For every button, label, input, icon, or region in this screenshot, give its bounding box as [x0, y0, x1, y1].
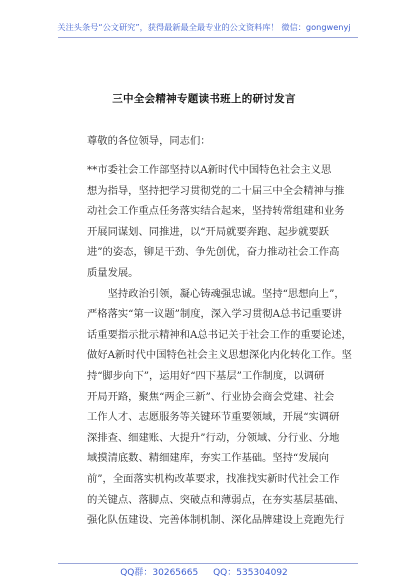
document-body [87, 160, 353, 531]
footer-contact [0, 565, 408, 578]
body-line: 想为指导，坚持把学习贯彻党的二十届三中全会精神与推 [87, 184, 345, 197]
body-line: 严格落实“第一议题”制度，深入学习贯彻A总书记重要讲 [87, 308, 342, 321]
page-header [0, 0, 408, 40]
document-salutation [87, 131, 353, 152]
footer-qq-number: QQ：535304092 [213, 568, 288, 578]
body-line: 域摸清底数、精细建库，夯实工作基础。坚持“发展向 [87, 452, 330, 465]
footer-qq-group: QQ群：30265665 [120, 568, 199, 578]
body-line: 话重要指示批示精神和A总书记关于社会工作的重要论述， [87, 328, 352, 341]
body-line: 开展同谋划、同推进，以“开局就要奔跑、起步就要跃 [87, 225, 330, 238]
footer-divider [58, 563, 358, 564]
body-line: 深排查、细建账、大提升”行动，分领域、分行业、分地 [87, 431, 340, 444]
body-line: 持“脚步向下”，运用好“四下基层”工作制度，以调研 [87, 369, 325, 382]
body-line: 工作人才、志愿服务等关键环节重要领域，开展“实调研 [87, 411, 340, 424]
body-line: 进”的姿态，铆足干劲、争先创优，奋力推动社会工作高 [87, 246, 340, 259]
body-line: **市委社会工作部坚持以A新时代中国特色社会主义思 [87, 164, 332, 176]
body-line: 做好A新时代中国特色社会主义思想深化内化转化工作。坚 [87, 349, 352, 362]
body-line: 强化队伍建设、完善体制机制、深化品牌建设上竞跑先行 [87, 514, 345, 527]
header-divider [58, 37, 358, 38]
body-line: 质量发展。 [87, 266, 139, 279]
body-line: 动社会工作重点任务落实结合起来，坚持转常组建和业务 [87, 205, 345, 218]
body-line: 前”，全面落实机构改革要求，找准找实新时代社会工作 [87, 472, 340, 485]
document-title: 三中全会精神专题读书班上的研讨发言 [112, 93, 296, 105]
page-footer [0, 560, 408, 580]
salutation-line: 尊敬的各位领导，同志们： [87, 135, 211, 147]
body-line: 开局开路，聚焦“两企三新”、行业协会商会党建、社会 [87, 390, 335, 403]
header-promo-text: 关注头条号“公文研究”，获得最新最全最专业的公文资料库！ 微信：gongwenyj [57, 22, 351, 32]
body-line: 的关键点、落脚点、突破点和薄弱点，在夯实基层基础、 [87, 493, 345, 506]
body-line: 坚持政治引领，凝心铸魂强忠诚。坚持“思想向上”， [87, 287, 345, 300]
